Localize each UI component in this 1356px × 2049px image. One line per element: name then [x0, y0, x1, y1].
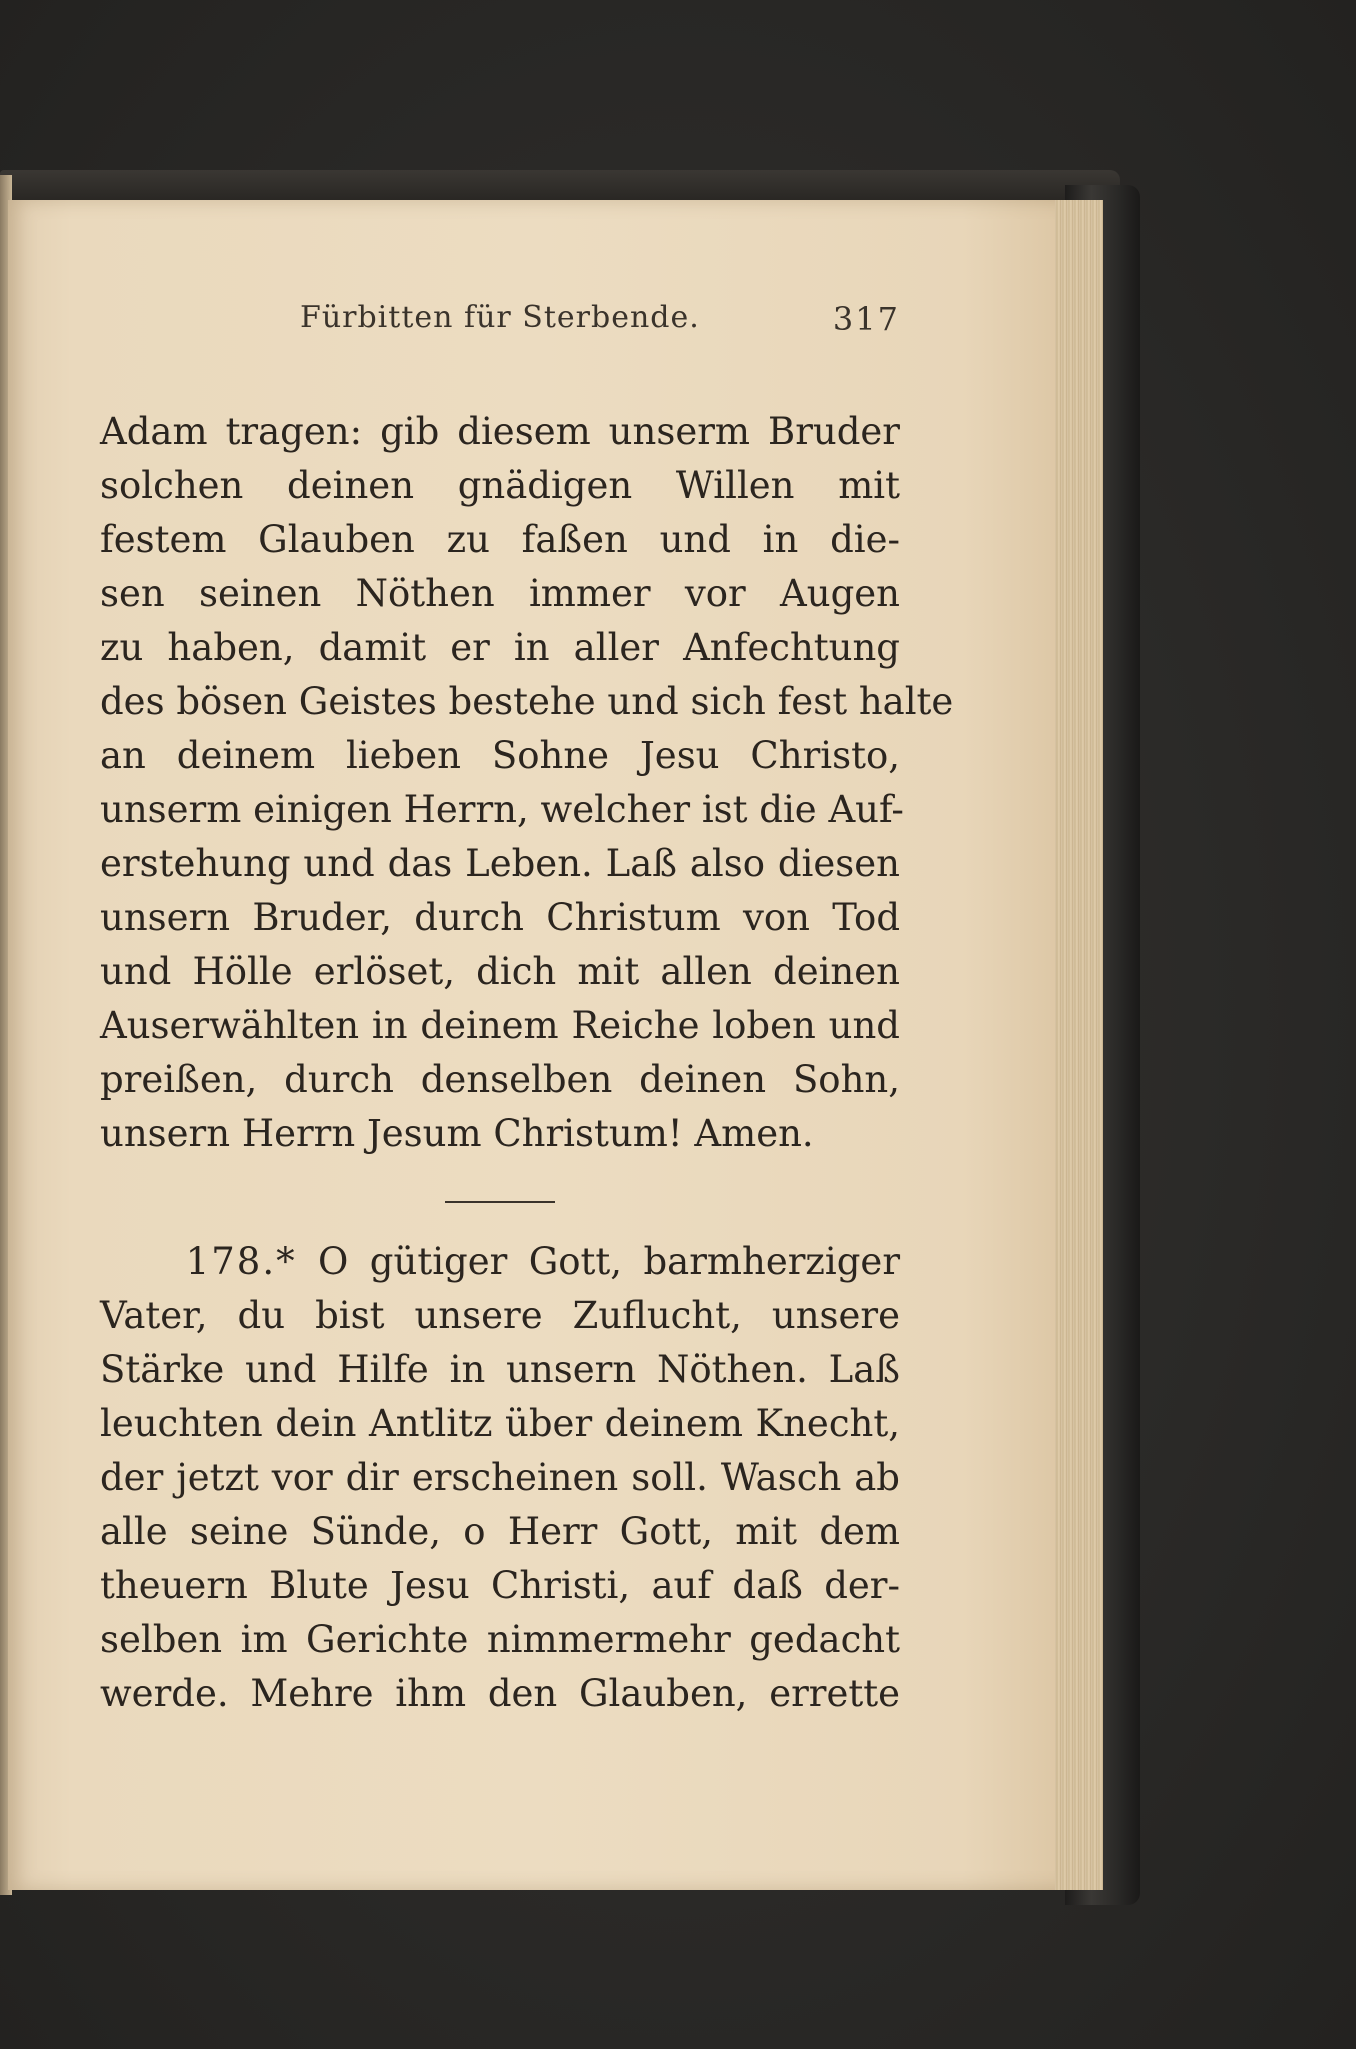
section-178: [100, 1235, 900, 1721]
text-line: werde. Mehre ihm den Glauben, errette: [100, 1672, 900, 1715]
text-line: O gütiger Gott, barmherziger: [318, 1240, 901, 1283]
text-line: selben im Gerichte nimmermehr gedacht: [100, 1618, 900, 1661]
page-edges: [1055, 200, 1103, 1890]
page-header: [100, 300, 900, 350]
text-line: sen seinen Nöthen immer vor Augen: [100, 572, 900, 615]
text-line: unsern Herrn Jesum Christum! Amen.: [100, 1112, 814, 1155]
text-line: der jetzt vor dir erscheinen soll. Wasch ab: [100, 1456, 900, 1499]
running-title: Fürbitten für Sterbende.: [300, 300, 700, 335]
text-line: festem Glauben zu faßen und in die-: [100, 518, 900, 561]
page-body: [100, 405, 954, 1721]
text-line: unserm einigen Herrn, welcher ist die Auf-: [100, 788, 904, 831]
text-line: erstehung und das Leben. Laß also diesen: [100, 842, 900, 885]
text-line: und Hölle erlöset, dich mit allen deinen: [100, 950, 900, 993]
text-line: des bösen Geistes bestehe und sich fest halte: [100, 680, 954, 723]
text-line: Adam tragen: gib diesem unserm Bruder: [100, 410, 900, 453]
text-line: Auserwählten in deinem Reiche loben und: [100, 1004, 900, 1047]
text-line: Stärke und Hilfe in unsern Nöthen. Laß: [100, 1348, 900, 1391]
page-number: 317: [832, 300, 900, 338]
section-number: 178.*: [185, 1240, 297, 1283]
text-line: solchen deinen gnädigen Willen mit: [100, 464, 900, 507]
text-line: unsern Bruder, durch Christum von Tod: [100, 896, 900, 939]
text-line: Vater, du bist unsere Zuflucht, unsere: [100, 1294, 900, 1337]
section-first-line: [100, 1235, 900, 1289]
text-line: alle seine Sünde, o Herr Gott, mit dem: [100, 1510, 900, 1553]
text-line: zu haben, damit er in aller Anfechtung: [100, 626, 900, 669]
text-line: preißen, durch denselben deinen Sohn,: [100, 1058, 900, 1101]
text-line: theuern Blute Jesu Christi, auf daß der-: [100, 1564, 900, 1607]
section-divider: [445, 1201, 555, 1203]
paragraph-1: [100, 405, 954, 1161]
text-line: leuchten dein Antlitz über deinem Knecht,: [100, 1402, 900, 1445]
text-line: an deinem lieben Sohne Jesu Christo,: [100, 734, 900, 777]
